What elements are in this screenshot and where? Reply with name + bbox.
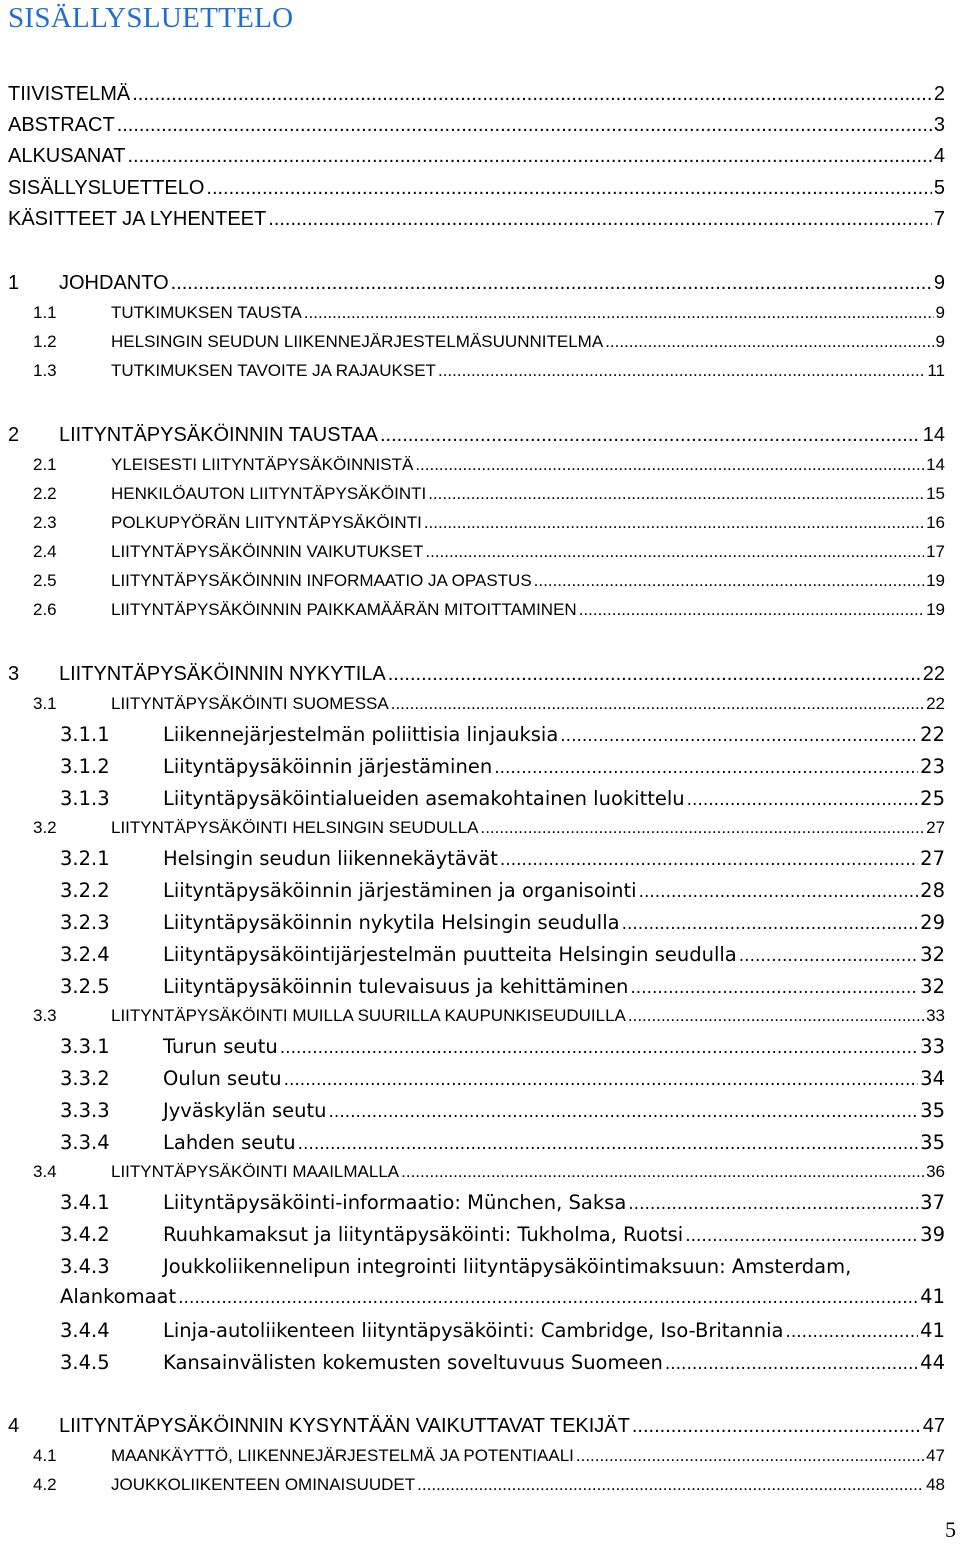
dot-leader — [425, 537, 924, 567]
toc-page: 25 — [920, 787, 945, 810]
dot-leader — [329, 1097, 919, 1127]
dot-leader — [117, 110, 932, 140]
toc-page: 14 — [922, 424, 945, 446]
dot-leader — [380, 420, 921, 450]
toc-label: HELSINGIN SEUDUN LIIKENNEJÄRJESTELMÄSUUNNITELMA — [111, 332, 604, 351]
toc-label: JOUKKOLIIKENTEEN OMINAISUUDET — [111, 1475, 416, 1494]
toc-page: 28 — [920, 879, 945, 902]
toc-page: 29 — [920, 911, 945, 934]
toc-page: 19 — [926, 600, 945, 619]
dot-leader — [415, 450, 924, 480]
toc-page: 48 — [926, 1475, 945, 1494]
toc-entry[interactable] — [8, 595, 945, 625]
dot-leader — [560, 721, 918, 751]
dot-leader — [428, 479, 924, 509]
toc-label: TUTKIMUKSEN TAUSTA — [111, 303, 302, 322]
dot-leader — [534, 566, 924, 596]
toc-label: JOHDANTO — [59, 272, 169, 294]
toc-entry[interactable] — [8, 1001, 945, 1031]
toc-page: 47 — [922, 1415, 945, 1437]
toc-label: LIITYNTÄPYSÄKÖINNIN NYKYTILA — [59, 663, 386, 685]
toc-label: Liityntäpysäköinnin järjestäminen ja organisointi — [163, 879, 637, 902]
toc-page: 44 — [920, 1351, 945, 1374]
toc-page: 3 — [933, 114, 945, 136]
toc-number: 3.3.1 — [60, 1035, 110, 1058]
toc-page: 22 — [922, 663, 945, 685]
toc-page: 16 — [926, 513, 945, 532]
toc-page: 33 — [926, 1006, 945, 1025]
toc-entry[interactable] — [8, 813, 945, 843]
toc-number: 3.3.2 — [60, 1067, 110, 1090]
toc-page: 41 — [920, 1285, 945, 1308]
toc-number: 3.2.1 — [60, 847, 110, 870]
toc-entry[interactable] — [8, 689, 945, 719]
dot-leader — [280, 1033, 918, 1063]
toc-page: 35 — [920, 1131, 945, 1154]
dot-leader — [628, 1189, 918, 1219]
toc-number: 3.4.3 — [60, 1255, 110, 1278]
dot-leader — [628, 1001, 924, 1031]
toc-entry[interactable] — [8, 79, 945, 109]
dot-leader — [438, 356, 925, 386]
toc-page: 39 — [920, 1223, 945, 1246]
dot-leader — [132, 79, 932, 109]
toc-entry[interactable] — [8, 450, 945, 480]
toc-page: 32 — [920, 943, 945, 966]
dot-leader — [632, 1411, 921, 1441]
dot-leader — [622, 909, 919, 939]
toc-number: 1 — [8, 272, 20, 294]
dot-leader — [284, 1065, 919, 1095]
toc-page: 32 — [920, 975, 945, 998]
toc-number: 2.3 — [33, 513, 57, 532]
dot-leader — [630, 973, 918, 1003]
toc-number: 3.3 — [33, 1006, 57, 1025]
toc-number: 3.2.3 — [60, 911, 110, 934]
toc-label: Liityntäpysäköinnin tulevaisuus ja kehittäminen — [163, 975, 629, 998]
toc-entry[interactable] — [8, 356, 945, 386]
dot-leader — [298, 1129, 919, 1159]
toc-entry[interactable] — [8, 537, 945, 567]
dot-leader — [206, 173, 931, 203]
toc-page: 41 — [920, 1319, 945, 1342]
toc-entry[interactable] — [8, 204, 945, 234]
toc-entry[interactable] — [8, 1470, 945, 1500]
toc-page: 9 — [933, 272, 945, 294]
toc-number: 1.2 — [33, 332, 57, 351]
toc-label: YLEISESTI LIITYNTÄPYSÄKÖINNISTÄ — [111, 455, 414, 474]
toc-entry[interactable] — [8, 1128, 945, 1158]
toc-entry[interactable] — [8, 173, 945, 203]
dot-leader — [178, 1283, 918, 1313]
toc-label: ALKUSANAT — [8, 145, 126, 167]
toc-page: 15 — [926, 484, 945, 503]
toc-entry[interactable] — [8, 972, 945, 1002]
toc-page: 19 — [926, 571, 945, 590]
toc-label: TIIVISTELMÄ — [8, 83, 131, 105]
toc-number: 2 — [8, 424, 20, 446]
toc-label: LIITYNTÄPYSÄKÖINNIN VAIKUTUKSET — [111, 542, 424, 561]
toc-page: 23 — [920, 755, 945, 778]
toc-label: SISÄLLYSLUETTELO — [8, 177, 205, 199]
toc-number: 4.2 — [33, 1475, 57, 1494]
toc-label: Helsingin seudun liikennekäytävät — [163, 847, 498, 870]
toc-entry[interactable] — [8, 844, 945, 874]
toc-label: Kansainvälisten kokemusten soveltuvuus Suomeen — [163, 1351, 663, 1374]
toc-number: 2.2 — [33, 484, 57, 503]
toc-entry[interactable] — [8, 141, 945, 171]
toc-number: 3.1.2 — [60, 755, 110, 778]
toc-entry[interactable] — [8, 1441, 945, 1471]
toc-label: Ruuhkamaksut ja liityntäpysäköinti: Tukholma, Ruotsi — [163, 1223, 684, 1246]
toc-label: Liityntäpysäköinnin nykytila Helsingin seudulla — [163, 911, 620, 934]
toc-page: 14 — [926, 455, 945, 474]
toc-entry[interactable] — [8, 1096, 945, 1126]
toc-label: LIITYNTÄPYSÄKÖINTI HELSINGIN SEUDULLA — [111, 818, 479, 837]
toc-label: Oulun seutu — [163, 1067, 282, 1090]
toc-number: 3.2.5 — [60, 975, 110, 998]
toc-entry[interactable] — [8, 110, 945, 140]
toc-page: 35 — [920, 1099, 945, 1122]
dot-leader — [388, 659, 921, 689]
toc-number: 3.4.4 — [60, 1319, 110, 1342]
toc-label: HENKILÖAUTON LIITYNTÄPYSÄKÖINTI — [111, 484, 427, 503]
toc-label: Lahden seutu — [163, 1131, 296, 1154]
toc-number: 3.2.4 — [60, 943, 110, 966]
toc-page: 2 — [933, 83, 945, 105]
toc-label: Liikennejärjestelmän poliittisia linjauksia — [163, 723, 559, 746]
toc-number: 3.4.5 — [60, 1351, 110, 1374]
toc-page: 5 — [933, 177, 945, 199]
toc-entry[interactable] — [8, 566, 945, 596]
toc-label: Liityntäpysäköinnin järjestäminen — [163, 755, 493, 778]
toc-page: 22 — [926, 694, 945, 713]
toc-entry[interactable] — [8, 752, 945, 782]
dot-leader — [480, 813, 924, 843]
toc-entry[interactable] — [8, 1316, 945, 1346]
toc-number: 2.1 — [33, 455, 57, 474]
toc-label: TUTKIMUKSEN TAVOITE JA RAJAUKSET — [111, 361, 436, 380]
toc-label: POLKUPYÖRÄN LIITYNTÄPYSÄKÖINTI — [111, 513, 422, 532]
toc-label-continuation: Alankomaat — [60, 1285, 177, 1308]
toc-entry[interactable] — [8, 508, 945, 538]
toc-label: Liityntäpysäköintijärjestelmän puutteita Helsingin seudulla — [163, 943, 737, 966]
toc-number: 3.2.2 — [60, 879, 110, 902]
toc-page: 9 — [935, 303, 945, 322]
toc-number: 3.3.3 — [60, 1099, 110, 1122]
toc-entry[interactable] — [8, 784, 945, 814]
toc-number: 1.3 — [33, 361, 57, 380]
dot-leader — [665, 1349, 918, 1379]
toc-entry[interactable] — [8, 659, 945, 689]
dot-leader — [639, 877, 919, 907]
toc-number: 3.3.4 — [60, 1131, 110, 1154]
toc-label: ABSTRACT — [8, 114, 115, 136]
toc-number: 3.1 — [33, 694, 57, 713]
toc-entry[interactable] — [8, 1252, 945, 1312]
toc-label: LIITYNTÄPYSÄKÖINTI MAAILMALLA — [111, 1162, 400, 1181]
toc-entry[interactable] — [8, 327, 945, 357]
toc-label: LIITYNTÄPYSÄKÖINTI MUILLA SUURILLA KAUPUNKISEUDUILLA — [111, 1006, 626, 1025]
dot-leader — [268, 204, 932, 234]
toc-entry[interactable] — [8, 268, 945, 298]
toc-label: Linja-autoliikenteen liityntäpysäköinti: Cambridge, Iso-Britannia — [163, 1319, 784, 1342]
toc-page: 37 — [920, 1191, 945, 1214]
toc-page: 33 — [920, 1035, 945, 1058]
toc-number: 3 — [8, 663, 20, 685]
toc-entry[interactable] — [8, 1411, 945, 1441]
toc-label: MAANKÄYTTÖ, LIIKENNEJÄRJESTELMÄ JA POTENTIAALI — [111, 1446, 574, 1465]
toc-page: 22 — [920, 723, 945, 746]
toc-number: 3.4.1 — [60, 1191, 110, 1214]
page-number: 5 — [945, 1517, 956, 1542]
dot-leader — [687, 785, 919, 815]
toc-page: 27 — [920, 847, 945, 870]
toc-label: LIITYNTÄPYSÄKÖINTI SUOMESSA — [111, 694, 389, 713]
toc-page: 36 — [926, 1162, 945, 1181]
toc-number: 4.1 — [33, 1446, 57, 1465]
toc-number: 3.4.2 — [60, 1223, 110, 1246]
toc-page: 7 — [933, 208, 945, 230]
toc-label: Liityntäpysäköinti-informaatio: München, Saksa — [163, 1191, 627, 1214]
toc-page: 34 — [920, 1067, 945, 1090]
toc-number: 3.1.1 — [60, 723, 110, 746]
toc-label: Liityntäpysäköintialueiden asemakohtainen luokittelu — [163, 787, 685, 810]
dot-leader — [391, 689, 924, 719]
toc-entry[interactable] — [8, 1032, 945, 1062]
toc-label: KÄSITTEET JA LYHENTEET — [8, 208, 267, 230]
dot-leader — [576, 1441, 924, 1471]
toc-page: 4 — [933, 145, 945, 167]
toc-page: 17 — [926, 542, 945, 561]
dot-leader — [127, 141, 931, 171]
toc-entry[interactable] — [8, 1157, 945, 1187]
toc-entry[interactable] — [8, 940, 945, 970]
toc-number: 2.4 — [33, 542, 57, 561]
toc-entry[interactable] — [8, 1348, 945, 1378]
toc-label: LIITYNTÄPYSÄKÖINNIN KYSYNTÄÄN VAIKUTTAVAT TEKIJÄT — [59, 1415, 630, 1437]
dot-leader — [171, 268, 932, 298]
dot-leader — [500, 845, 918, 875]
toc-entry[interactable] — [8, 420, 945, 450]
toc-page: 9 — [935, 332, 945, 351]
dot-leader — [605, 327, 933, 357]
toc-label: Joukkoliikennelipun integrointi liityntäpysäköintimaksuun: Amsterdam, — [163, 1255, 852, 1278]
toc-entry[interactable] — [8, 908, 945, 938]
dot-leader — [685, 1221, 918, 1251]
toc-page: 47 — [926, 1446, 945, 1465]
dot-leader — [401, 1157, 924, 1187]
toc-entry[interactable] — [8, 876, 945, 906]
toc-entry[interactable] — [8, 1064, 945, 1094]
dot-leader — [304, 298, 934, 328]
toc-label: Jyväskylän seutu — [163, 1099, 327, 1122]
dot-leader — [424, 508, 924, 538]
dot-leader — [739, 941, 918, 971]
dot-leader — [494, 753, 918, 783]
toc-page: 27 — [926, 818, 945, 837]
dot-leader — [785, 1317, 918, 1347]
toc-entry[interactable] — [8, 479, 945, 509]
dot-leader — [579, 595, 924, 625]
toc-label: LIITYNTÄPYSÄKÖINNIN TAUSTAA — [59, 424, 378, 446]
toc-label: LIITYNTÄPYSÄKÖINNIN INFORMAATIO JA OPASTUS — [111, 571, 532, 590]
toc-entry[interactable] — [8, 298, 945, 328]
toc-number: 3.4 — [33, 1162, 57, 1181]
toc-entry[interactable] — [8, 720, 945, 750]
document-title: SISÄLLYSLUETTELO — [8, 2, 294, 34]
toc-number: 1.1 — [33, 303, 57, 322]
dot-leader — [417, 1470, 924, 1500]
toc-number: 2.6 — [33, 600, 57, 619]
toc-number: 3.2 — [33, 818, 57, 837]
toc-label: Turun seutu — [163, 1035, 278, 1058]
toc-number: 3.1.3 — [60, 787, 110, 810]
toc-number: 2.5 — [33, 571, 57, 590]
toc-entry[interactable] — [8, 1188, 945, 1218]
toc-page: 11 — [927, 361, 945, 380]
toc-label: LIITYNTÄPYSÄKÖINNIN PAIKKAMÄÄRÄN MITOITTAMINEN — [111, 600, 577, 619]
toc-entry[interactable] — [8, 1220, 945, 1250]
toc-number: 4 — [8, 1415, 20, 1437]
